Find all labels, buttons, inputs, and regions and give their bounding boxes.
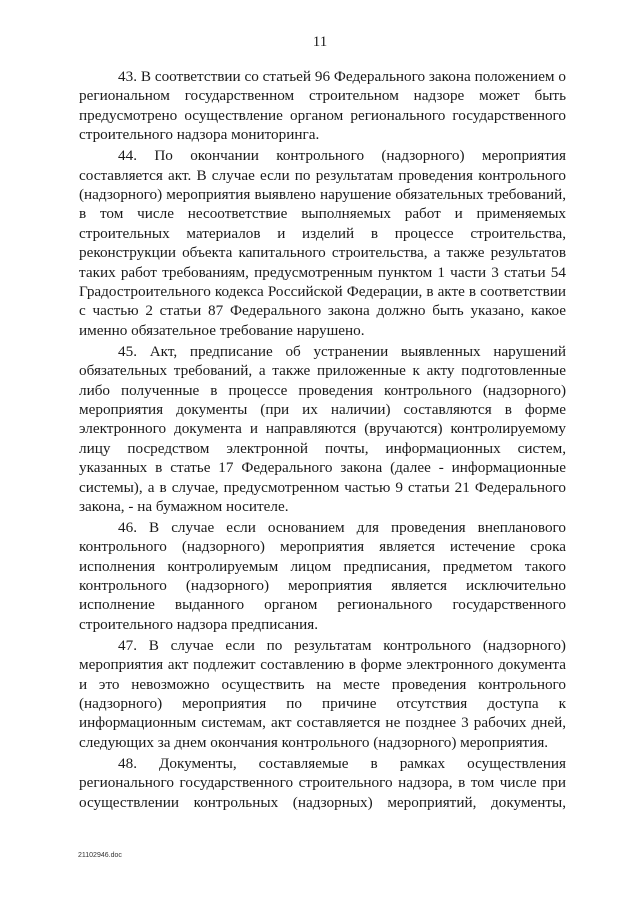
page-number: 11: [312, 34, 328, 50]
document-body: [79, 67, 566, 813]
paragraph-48: 48. Документы, составляемые в рамках осуществления регионального государственного строительного надзора, в том числе при осуществлении контрольных (надзорных) мероприятий, документы,: [79, 754, 566, 811]
paragraph-44: 44. По окончании контрольного (надзорного) мероприятия составляется акт. В случае если по результатам проведения контрольного (надзорного) мероприятия выявлено нарушение обязательных требований, в том числе несоответствие выполняемых работ и применяемых строительных материалов и изделий в процессе строительства, реконструкции объекта капитального строительства, а также результатов таких работ требованиям, предусмотренным пунктом 1 части 3 статьи 54 Градостроительного кодекса Российской Федерации, в акте в соответствии с частью 2 статьи 87 Федерального закона должно быть указано, какое именно обязательное требование нарушено.: [79, 147, 566, 339]
paragraph-45: 45. Акт, предписание об устранении выявленных нарушений обязательных требований, а также приложенные к акту подготовленные либо полученные в процессе проведения контрольного (надзорного) мероприятия документы (при их наличии) составляются в форме электронного документа и направляются (вручаются) контролируемому лицу посредством электронной почты, информационных систем, указанных в статье 17 Федерального закона (далее - информационные системы), а в случае, предусмотренном частью 9 статьи 21 Федерального закона, - на бумажном носителе.: [79, 342, 566, 515]
paragraph-43: 43. В соответствии со статьей 96 Федерального закона положением о региональном государственном строительном надзоре может быть предусмотрено осуществление органом регионального государственного строительного надзора мониторинга.: [79, 68, 566, 144]
paragraph-46: 46. В случае если основанием для проведения внепланового контрольного (надзорного) мероприятия является истечение срока исполнения контролируемым лицом предписания, предметом такого контрольного (надзорного) мероприятия является исключительно исполнение выданного органом регионального государственного строительного надзора предписания.: [79, 518, 566, 633]
document-code: 21102946.doc: [78, 852, 122, 859]
paragraph-47: 47. В случае если по результатам контрольного (надзорного) мероприятия акт подлежит составлению в форме электронного документа и это невозможно осуществить на месте проведения контрольного (надзорного) мероприятия по причине отсутствия доступа к информационным системам, акт составляется не позднее 3 рабочих дней, следующих за днем окончания контрольного (надзорного) мероприятия.: [79, 636, 566, 751]
